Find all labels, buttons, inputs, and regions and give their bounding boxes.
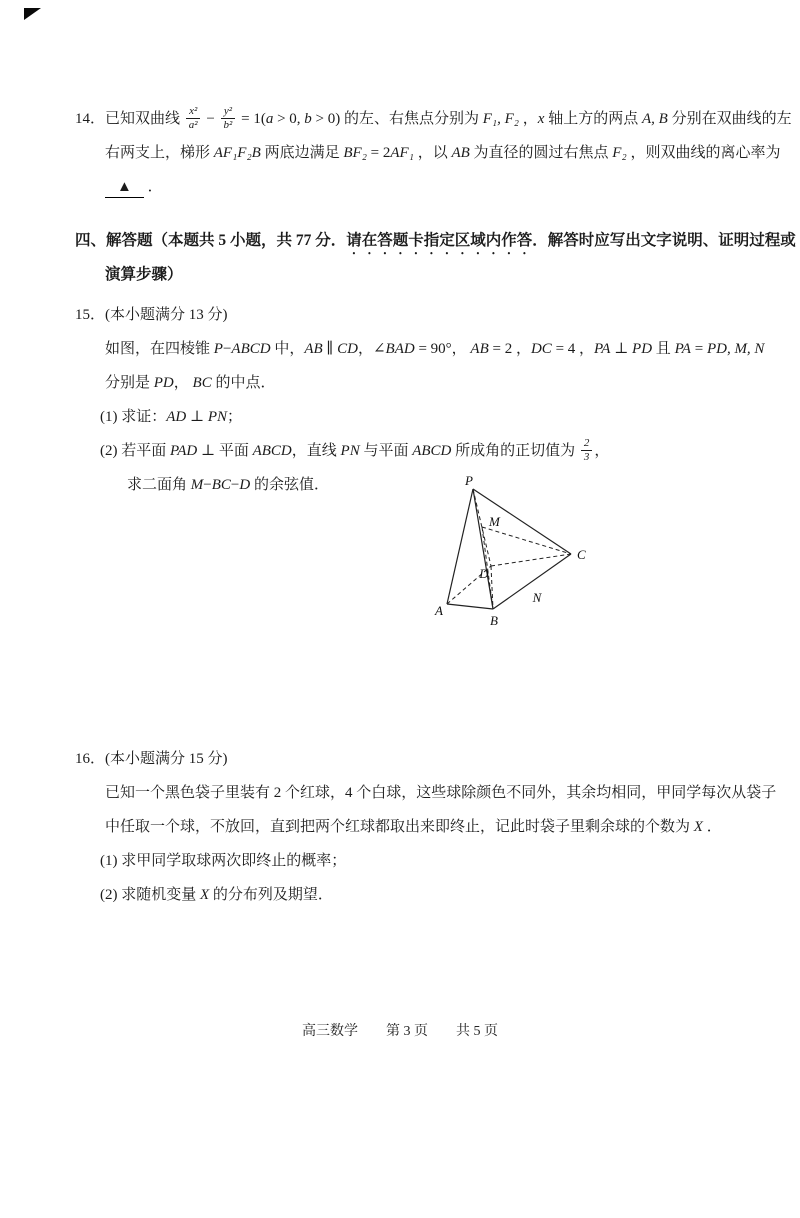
vertex-label-M: M [489, 514, 500, 529]
question-14 [75, 102, 792, 204]
fraction: $\frac{\text{y²}}{\text{b²}}$ [221, 105, 236, 131]
math-text: PD [632, 341, 653, 357]
scan-artifact [24, 8, 41, 20]
fraction: $\frac{2}{3}$ [581, 437, 593, 463]
text-line: ▲ ． [75, 170, 737, 204]
fraction: $\frac{\text{x²}}{\text{a²}}$ [186, 105, 201, 131]
page-content [75, 102, 796, 912]
math-text: PN [340, 443, 360, 459]
vertex-label-C: C [577, 547, 586, 562]
section-4-heading [75, 224, 796, 292]
math-text: D [239, 477, 251, 493]
question-15 [75, 298, 765, 502]
text-line: (2) 求随机变量 X 的分布列及期望． [100, 887, 333, 903]
math-text: X [200, 887, 210, 903]
vertex-label-D: D [479, 566, 489, 581]
math-text: BF₂ [343, 145, 367, 161]
pyramid-figure-svg [425, 474, 625, 634]
answer-blank: ▲ [105, 177, 144, 198]
math-text: F₂ [612, 145, 627, 161]
math-text: BAD [385, 341, 415, 357]
text-line: 分别是 PD， BC 的中点． [105, 375, 276, 391]
text-line: (2) 若平面 PAD ⊥ 平面 ABCD，直线 PN 与平面 ABCD 所成角的正切值为 $\frac{2}{3}$ ， [100, 437, 610, 464]
math-text: CD [337, 341, 358, 357]
math-text: ABCD [231, 341, 271, 357]
math-text: AB [304, 341, 323, 357]
math-text: b [304, 111, 312, 127]
math-text: DC [530, 341, 552, 357]
text-line: 已知一个黑色袋子里装有 2 个红球，4 个白球，这些球除颜色不同外，其余均相同，甲同学每次从袋子 [105, 785, 777, 801]
math-text: M, N [734, 341, 765, 357]
math-text: A, B [641, 111, 668, 127]
page-footer: 高三数学 第 3 页 共 5 页 [302, 1024, 498, 1039]
math-text: x [537, 111, 545, 127]
text-line: 求二面角 M−BC−D 的余弦值． [127, 477, 329, 493]
vertex-label-A: A [435, 603, 443, 618]
text-line: 16．(本小题满分 15 分) [75, 751, 228, 767]
math-text: PD [706, 341, 727, 357]
math-text: M [190, 477, 204, 493]
math-text: PA [674, 341, 691, 357]
math-text: P [213, 341, 223, 357]
math-text: BC [211, 477, 231, 493]
math-text: X [693, 819, 703, 835]
figure-dashed-edges [447, 489, 571, 609]
question-16 [75, 742, 777, 912]
math-text: AF₁ [390, 145, 414, 161]
text-line: 15．(本小题满分 13 分) [75, 307, 228, 323]
math-text: F₁, F₂ [482, 111, 520, 127]
text-line: 四、解答题（本题共 5 小题，共 77 分．请在答题卡指定区域内作答．解答时应写出文字说明、证明过程或 [75, 232, 796, 249]
math-text: PD [153, 375, 174, 391]
emphasized-text: 请在答题卡指定区域内作答 [346, 232, 533, 249]
math-text: ABCD [412, 443, 452, 459]
math-text: AF₁F₂B [213, 145, 261, 161]
text-line: 演算步骤） [105, 266, 183, 283]
math-text: a [265, 111, 274, 127]
math-text: BC [192, 375, 212, 391]
text-line: 14．已知双曲线 $\frac{\text{x²}}{\text{a²}}$ − $\frac{\text{y²}}{\text{b²}}$ = 1(a > 0, b > 0) 的左、右焦点分别为 F₁, F₂ ，x 轴上方的两点 A, B 分别在双曲线的左 [75, 105, 792, 132]
math-text: ABCD [252, 443, 292, 459]
vertex-label-N: N [532, 590, 542, 605]
text-line: 右两支上，梯形 AF₁F₂B 两底边满足 BF₂ = 2AF₁ ，以 AB 为直径的圆过右焦点 F₂ ，则双曲线的离心率为 [105, 145, 781, 161]
text-line: (1) 求甲同学取球两次即终止的概率； [100, 853, 347, 869]
figure-solid-edges [447, 489, 571, 609]
math-text: AD [166, 409, 187, 425]
math-text: PAD [170, 443, 198, 459]
pyramid-figure [425, 474, 625, 634]
text-line: (1) 求证：AD ⊥ PN； [100, 409, 243, 425]
vertex-label-P: P [465, 474, 473, 488]
math-text: PN [207, 409, 228, 425]
math-text: AB [451, 145, 470, 161]
math-text: AB [470, 341, 489, 357]
text-line: 如图，在四棱锥 P−ABCD 中，AB ∥ CD，∠BAD = 90°， AB = 2 ，DC = 4 ，PA ⊥ PD 且 PA = PD, M, N [105, 341, 765, 357]
math-text: PA [594, 341, 611, 357]
vertex-label-B: B [490, 613, 498, 628]
text-line: 中任取一个球，不放回，直到把两个红球都取出来即终止，记此时袋子里剩余球的个数为 X ． [105, 819, 722, 835]
